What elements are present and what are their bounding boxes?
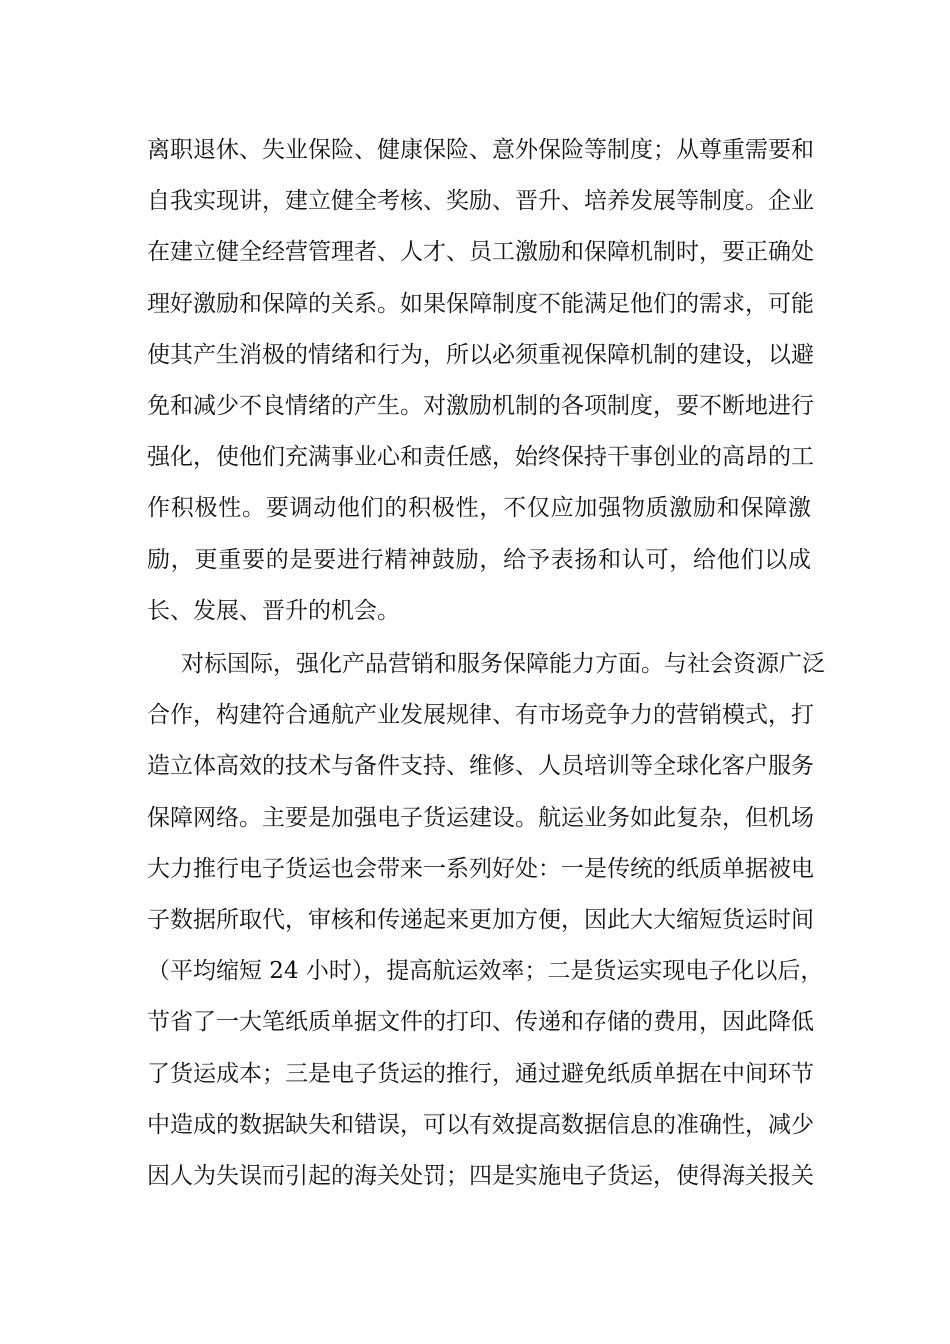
paragraph-line: 保障网络。主要是加强电子货运建设。航运业务如此复杂，但机场 — [147, 804, 814, 831]
paragraph-1 — [147, 125, 814, 637]
paragraph-line: 强化，使他们充满事业心和责任感，始终保持干事创业的高昂的工 — [147, 444, 814, 471]
paragraph-line: 中造成的数据缺失和错误，可以有效提高数据信息的准确性，减少 — [147, 1111, 814, 1138]
paragraph-line: （平均缩短 24 小时），提高航运效率；二是货运实现电子化以后， — [147, 958, 824, 985]
paragraph-line: 在建立健全经营管理者、人才、员工激励和保障机制时，要正确处 — [147, 239, 814, 266]
paragraph-2 — [147, 639, 825, 1202]
paragraph-line: 免和减少不良情绪的产生。对激励机制的各项制度，要不断地进行 — [147, 392, 814, 419]
paragraph-line: 因人为失误而引起的海关处罚；四是实施电子货运，使得海关报关 — [147, 1162, 814, 1189]
paragraph-line: 励，更重要的是要进行精神鼓励，给予表扬和认可，给他们以成 — [147, 546, 811, 573]
paragraph-line: 节省了一大笔纸质单据文件的打印、传递和存储的费用，因此降低 — [147, 1009, 814, 1036]
paragraph-line: 对标国际，强化产品营销和服务保障能力方面。与社会资源广泛 — [181, 651, 825, 677]
paragraph-line: 造立体高效的技术与备件支持、维修、人员培训等全球化客户服务 — [147, 753, 814, 780]
paragraph-line: 自我实现讲，建立健全考核、奖励、晋升、培养发展等制度。企业 — [147, 188, 814, 215]
paragraph-line: 长、发展、晋升的机会。 — [147, 597, 400, 624]
paragraph-line: 子数据所取代，审核和传递起来更加方便，因此大大缩短货运时间 — [147, 906, 814, 933]
paragraph-line: 离职退休、失业保险、健康保险、意外保险等制度；从尊重需要和 — [147, 137, 814, 163]
paragraph-line: 理好激励和保障的关系。如果保障制度不能满足他们的需求，可能 — [147, 290, 814, 317]
paragraph-line: 大力推行电子货运也会带来一系列好处：一是传统的纸质单据被电 — [147, 855, 814, 882]
paragraph-line: 了货运成本；三是电子货运的推行，通过避免纸质单据在中间环节 — [147, 1060, 814, 1087]
paragraph-line: 合作，构建符合通航产业发展规律、有市场竞争力的营销模式，打 — [147, 702, 814, 729]
paragraph-line: 作积极性。要调动他们的积极性，不仅应加强物质激励和保障激 — [147, 495, 811, 522]
paragraph-line: 使其产生消极的情绪和行为，所以必须重视保障机制的建设，以避 — [147, 341, 814, 368]
